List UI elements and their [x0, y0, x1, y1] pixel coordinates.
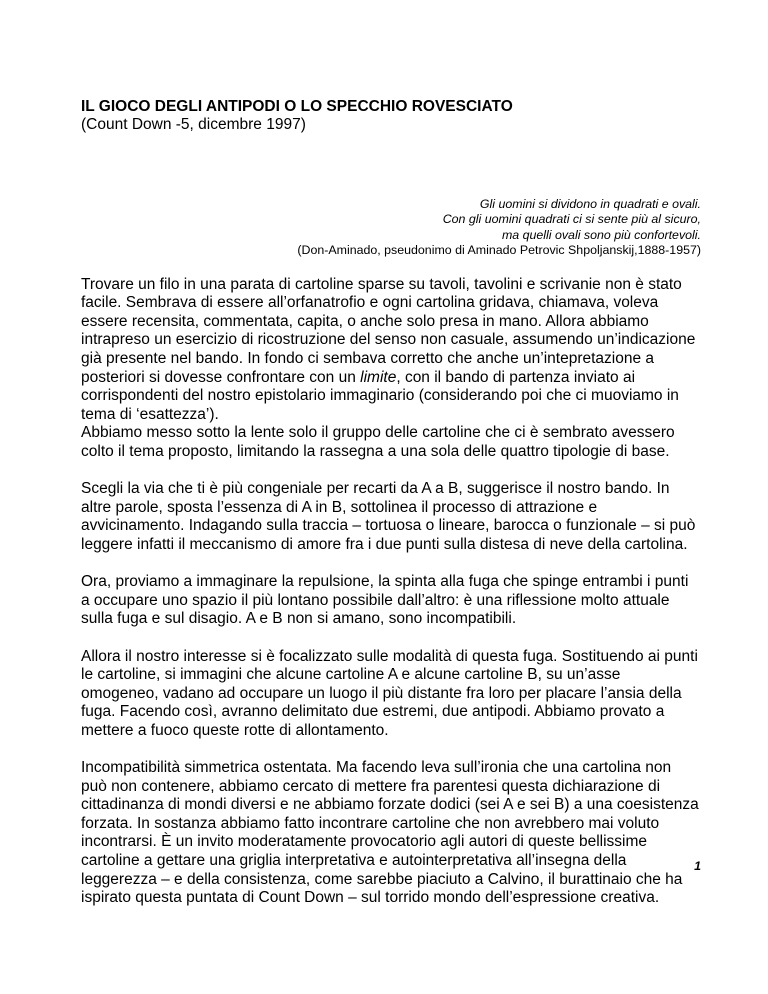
body-text [81, 276, 701, 908]
epigraph-line: Con gli uomini quadrati ci si sente più al sicuro, [442, 212, 701, 227]
paragraph-1-italic: limite [360, 368, 397, 386]
epigraph-attribution: (Don-Aminado, pseudonimo di Aminado Petrovic Shpoljanskij,1888-1957) [297, 243, 701, 258]
paragraph-6: Incompatibilità simmetrica ostentata. Ma facendo leva sull’ironia che una cartolina non può non contenere, abbiamo cercato di mettere fra parentesi questa dichiarazione di cittadinanza di mondi diversi e ne abbiamo forzate dodici (sei A e sei B) a una coesistenza forzata. In sostanza abbiamo fatto incontrare cartoline che non avrebbero mai voluto incontrarsi. È un invito moderatamente provocatorio agli autori di queste bellissime cartoline a gettare una griglia interpretativa e autointerpretativa all’insegna della leggerezza – e della consistenza, come sarebbe piaciuto a Calvino, il burattinaio che ha ispirato questa puntata di Count Down – sul torrido mondo dell’espressione creativa. [81, 759, 699, 907]
paragraph-4: Ora, proviamo a immaginare la repulsione, la spinta alla fuga che spinge entrambi i punti a occupare uno spazio il più lontano possibile dall’altro: è una riflessione molto attuale sulla fuga e sul disagio. A e B non si amano, sono incompatibili. [81, 573, 689, 628]
paragraph-1-end: , con il bando di partenza inviato ai corrispondenti del nostro epistolario immaginario (considerando poi che ci muoviamo in tema di ‘esattezza’). [81, 368, 679, 423]
epigraph-line: ma quelli ovali sono più confortevoli. [501, 227, 701, 242]
paragraph-2: Abbiamo messo sotto la lente solo il gruppo delle cartoline che ci è sembrato avessero colto il tema proposto, limitando la rassegna a una sola delle quattro tipologie di base. [81, 424, 675, 460]
paragraph-1-start: Trovare un filo in una parata di cartoline sparse su tavoli, tavolini e scrivanie non è stato facile. Sembrava di essere all’orfanatrofio e ogni cartolina gridava, chiamava, voleva essere recensita, commentata, capita, o anche solo presa in mano. Allora abbiamo intrapreso un esercizio di ricostruzione del senso non casuale, assumendo un’indicazione già presente nel bando. In fondo ci sembava corretto che anche un’intepretazione a posteriori si dovesse confrontare con un [81, 275, 696, 386]
document-subtitle: (Count Down -5, dicembre 1997) [81, 116, 306, 133]
epigraph-line: Gli uomini si dividono in quadrati e ovali. [479, 197, 701, 211]
epigraph [81, 197, 701, 259]
paragraph-1 [81, 276, 701, 425]
document-title: IL GIOCO DEGLI ANTIPODI O LO SPECCHIO ROVESCIATO [81, 98, 513, 115]
paragraph-3: Scegli la via che ti è più congeniale per recarti da A a B, suggerisce il nostro bando. In altre parole, sposta l’essenza di A in B, sottolinea il processo di attrazione e avvicinamento. Indagando sulla traccia – tortuosa o lineare, barocca o funzionale – si può leggere infatti il meccanismo di amore fra i due punti sulla distesa di neve della cartolina. [81, 480, 696, 553]
document-page [81, 98, 701, 908]
page-number: 1 [694, 859, 701, 873]
paragraph-5: Allora il nostro interesse si è focalizzato sulle modalità di questa fuga. Sostituendo ai punti le cartoline, si immagini che alcune cartoline A e alcune cartoline B, su un’asse omogeneo, vadano ad occupare un luogo il più distante fra loro per placare l’ansia della fuga. Facendo così, avranno delimitato due estremi, due antipodi. Abbiamo provato a mettere a fuoco queste rotte di allontamento. [81, 647, 698, 739]
